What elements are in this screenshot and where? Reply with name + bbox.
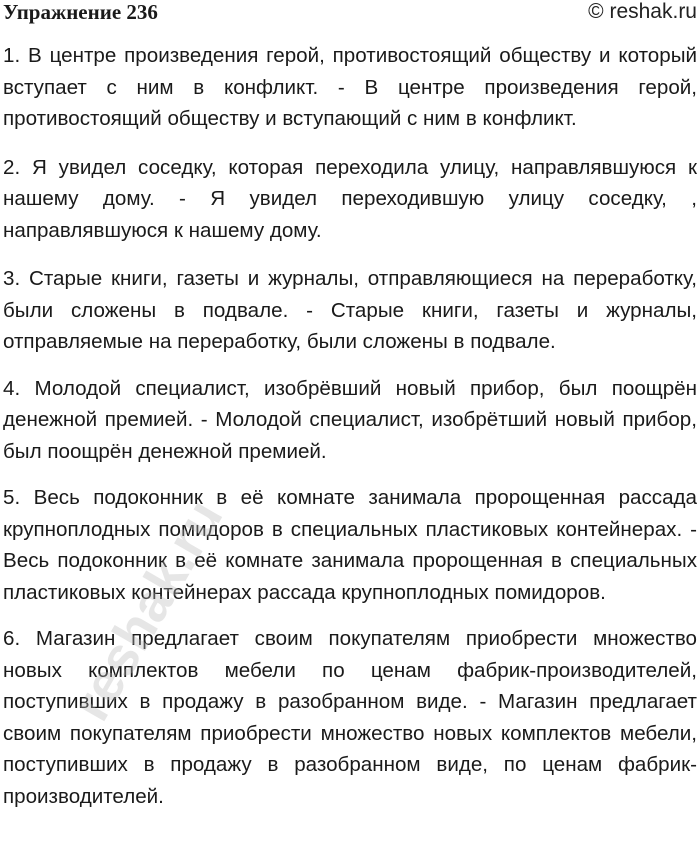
watermark: reshak.ru [60, 489, 235, 731]
paragraph-gap [3, 358, 697, 373]
paragraph-gap [3, 608, 697, 623]
answer-paragraph-4: 4. Молодой специалист, изобрёвший новый прибор, был поощрён денежной премией. - Молодой специалист, изобрётший новый прибор, был поощрён денежной премией. [3, 376, 697, 463]
paragraph-gap [3, 135, 697, 152]
paragraph-gap [3, 467, 697, 482]
paragraph-gap [3, 246, 697, 263]
answer-paragraph-6: 6. Магазин предлагает своим покупателям приобрести множество новых комплектов мебели по ценам фабрик-производителей, поступивших в продажу в разобранном виде. - Магазин предлагает своим покупателям приобрести множество новых комплектов мебели, поступивших в продажу в разобранном виде, по ценам фабрик-производителей. [3, 627, 697, 808]
answer-paragraph-1: 1. В центре произведения герой, противостоящий обществу и который вступает с ним в конфликт. - В центре произведения герой, противостоящий обществу и вступающий с ним в конфликт. [3, 44, 697, 130]
site-credit: © reshak.ru [588, 0, 697, 23]
answer-paragraph-3: 3. Старые книги, газеты и журналы, отправляющиеся на переработку, были сложены в подвале. - Старые книги, газеты и журналы, отправляемые на переработку, были сложены в подвале. [3, 267, 697, 353]
answer-paragraph-2: 2. Я увидел соседку, которая переходила улицу, направлявшуюся к нашему дому. - Я увидел переходившую улицу соседку, , направлявшуюся к нашему дому. [3, 155, 697, 242]
exercise-title: Упражнение 236 [3, 0, 158, 24]
answer-paragraph-5: 5. Весь подоконник в её комнате занимала пророщенная рассада крупноплодных помидоров в специальных пластиковых контейнерах. - Весь подоконник в её комнате занимала пророщенная в специальных пластиковых контейнерах рассада крупноплодных помидоров. [3, 486, 697, 604]
header [3, 0, 697, 28]
